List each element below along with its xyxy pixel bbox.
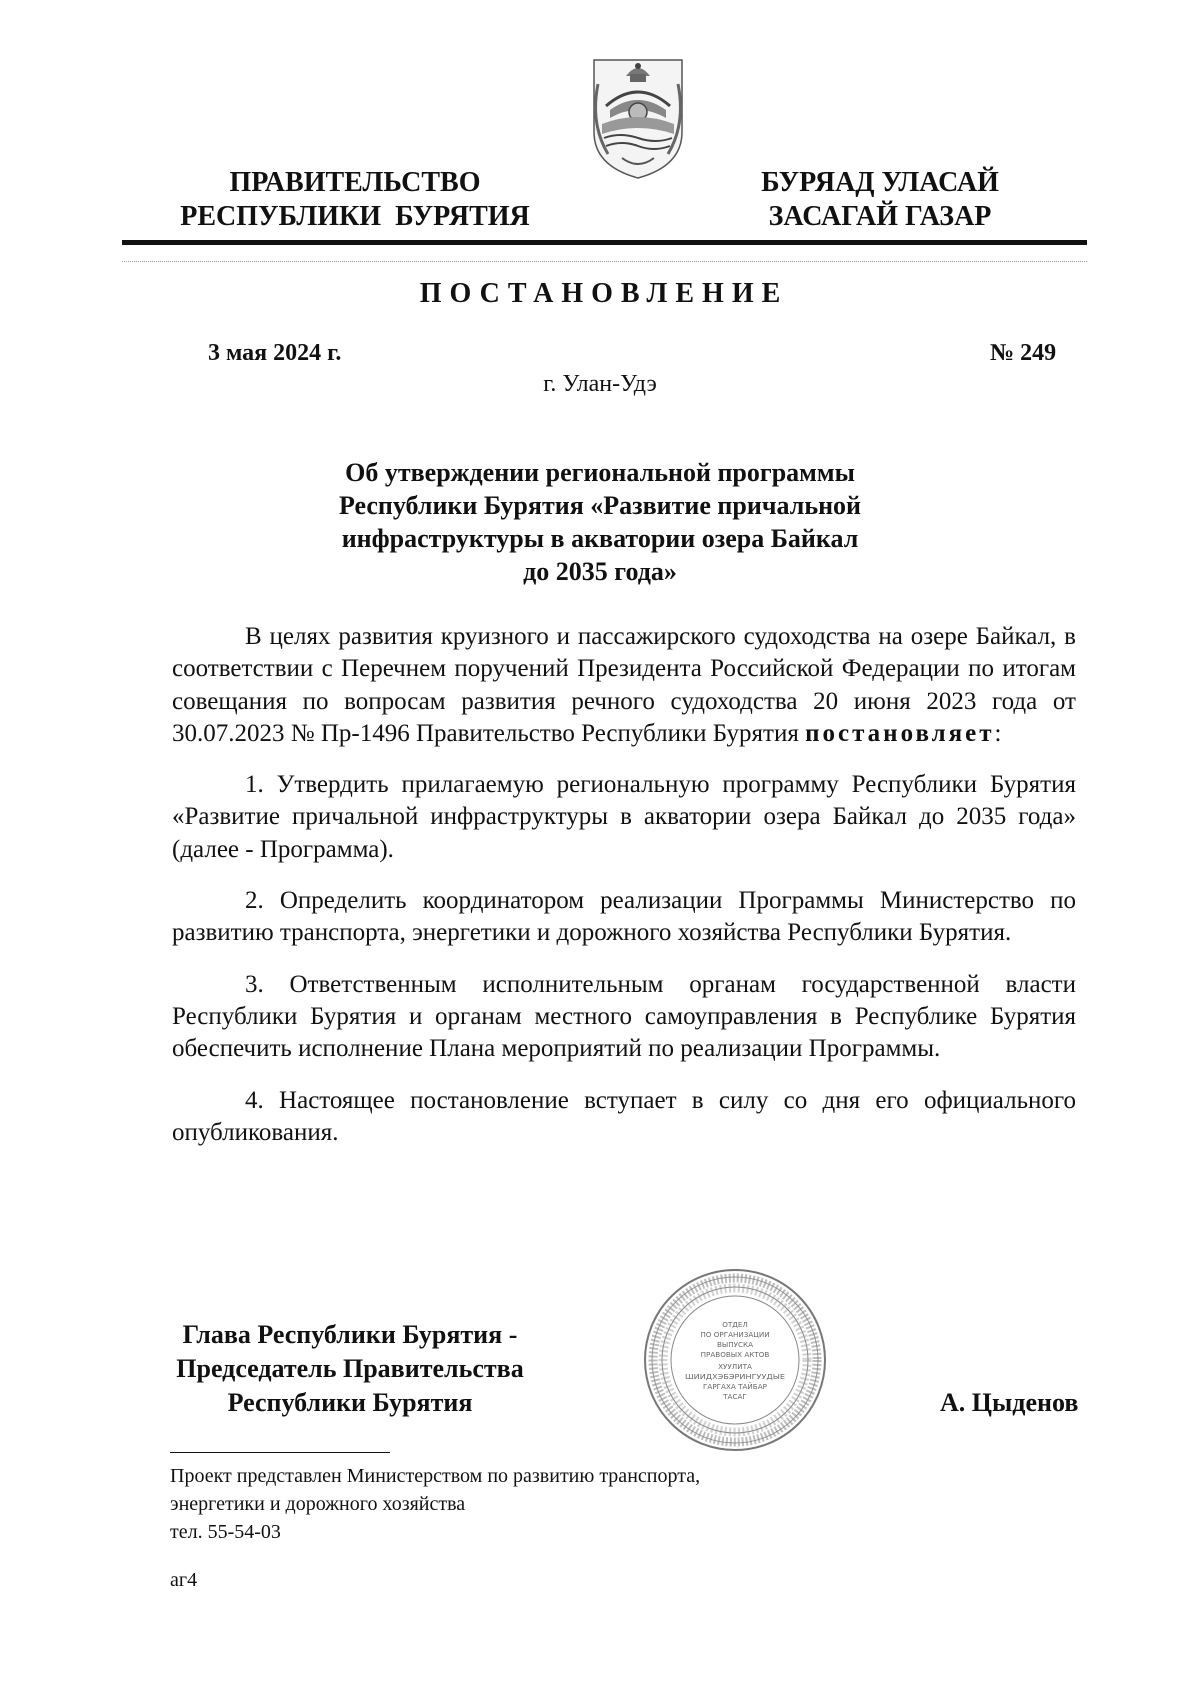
seal-inner-line4: ПРАВОВЫХ АКТОВ: [700, 1350, 770, 1359]
clause-1: 1. Утвердить прилагаемую региональную программу Республики Бурятия «Развитие причальной инфраструктуры в акватории озера Байкал до 2035 года» (далее - Программа).: [172, 771, 1076, 863]
seal-inner-line6: ШИИДХЭБЭРИНГУУДЫЕ: [685, 1372, 786, 1381]
seal-inner-line1: ОТДЕЛ: [722, 1320, 748, 1329]
executor-code: аг4: [170, 1569, 198, 1591]
document-title: [300, 456, 900, 588]
seal-inner-line7: ГАРГАХА ТАЙБАР: [703, 1382, 767, 1391]
footnote-line1: Проект представлен Министерством по развитию транспорта,: [170, 1465, 701, 1487]
title-line3: инфраструктуры в акватории озера Байкал: [341, 524, 859, 553]
footnote-divider: [170, 1452, 390, 1453]
signatory-title-line3: Республики Бурятия: [227, 1388, 473, 1417]
issuer-name-buryat-line1: БУРЯАД УЛАСАЙ: [761, 167, 999, 198]
preamble-text: В целях развития круизного и пассажирского судоходства на озере Байкал, в соответствии с Перечнем поручений Президента Российской Федерации по итогам совещания по вопросам развития речного судоходства 20 июня 2023 года от 30.07.2023 № Пр-1496 Правительство Республики Бурятия: [172, 623, 1076, 747]
issuer-name-buryat-line2: ЗАСАГАЙ ГАЗАР: [768, 201, 992, 232]
official-seal-icon: [640, 1265, 830, 1455]
header-divider-thick: [122, 240, 1087, 245]
document-date: 3 мая 2024 г.: [208, 340, 342, 366]
clause-4: 4. Настоящее постановление вступает в силу со дня его официального опубликования.: [172, 1086, 1076, 1146]
seal-inner-line2: ПО ОРГАНИЗАЦИИ: [700, 1330, 770, 1339]
signatory-title-line2: Председатель Правительства: [176, 1354, 524, 1383]
seal-inner-line5: ХУУЛИТА: [718, 1362, 752, 1371]
title-line4: до 2035 года»: [523, 557, 677, 586]
title-line1: Об утверждении региональной программы: [345, 458, 855, 487]
footnote-line3: тел. 55-54-03: [170, 1521, 281, 1543]
issuer-name-buryat: [730, 166, 1030, 234]
decree-colon: :: [994, 719, 1002, 747]
clause-3: 3. Ответственным исполнительным органам государственной власти Республики Бурятия и органам местного самоуправления в Республике Бурятия обеспечить исполнение Плана мероприятий по реализации Программы.: [172, 970, 1076, 1063]
title-line2: Республики Бурятия «Развитие причальной: [338, 491, 862, 520]
footnote-line2: энергетики и дорожного хозяйства: [170, 1493, 466, 1515]
document-number: № 249: [990, 340, 1057, 366]
seal-inner-line8: ТАСАГ: [723, 1392, 747, 1401]
issuer-name-russian-line2: РЕСПУБЛИКИ БУРЯТИЯ: [180, 201, 530, 232]
signatory-title-line1: Глава Республики Бурятия -: [182, 1320, 518, 1349]
clause-2: 2. Определить координатором реализации Программы Министерство по развитию транспорта, энергетики и дорожного хозяйства Республики Бурятия.: [172, 887, 1076, 947]
issuer-name-russian-line1: ПРАВИТЕЛЬСТВО: [229, 167, 481, 198]
document-type: ПОСТАНОВЛЕНИЕ: [419, 278, 789, 309]
issuer-name-russian: [165, 166, 545, 234]
document-body: [172, 621, 1076, 1168]
signatory-name: А. Цыденов: [940, 1388, 1079, 1417]
footnote: [170, 1462, 700, 1546]
header-divider-thin: [122, 261, 1087, 262]
document-city: г. Улан-Удэ: [543, 371, 657, 397]
signatory-title: [150, 1318, 550, 1420]
coat-of-arms-icon: [588, 54, 688, 182]
preamble-paragraph: [172, 621, 1076, 750]
decree-word: постановляет: [805, 719, 995, 747]
seal-inner-line3: ВЫПУСКА: [716, 1340, 754, 1349]
